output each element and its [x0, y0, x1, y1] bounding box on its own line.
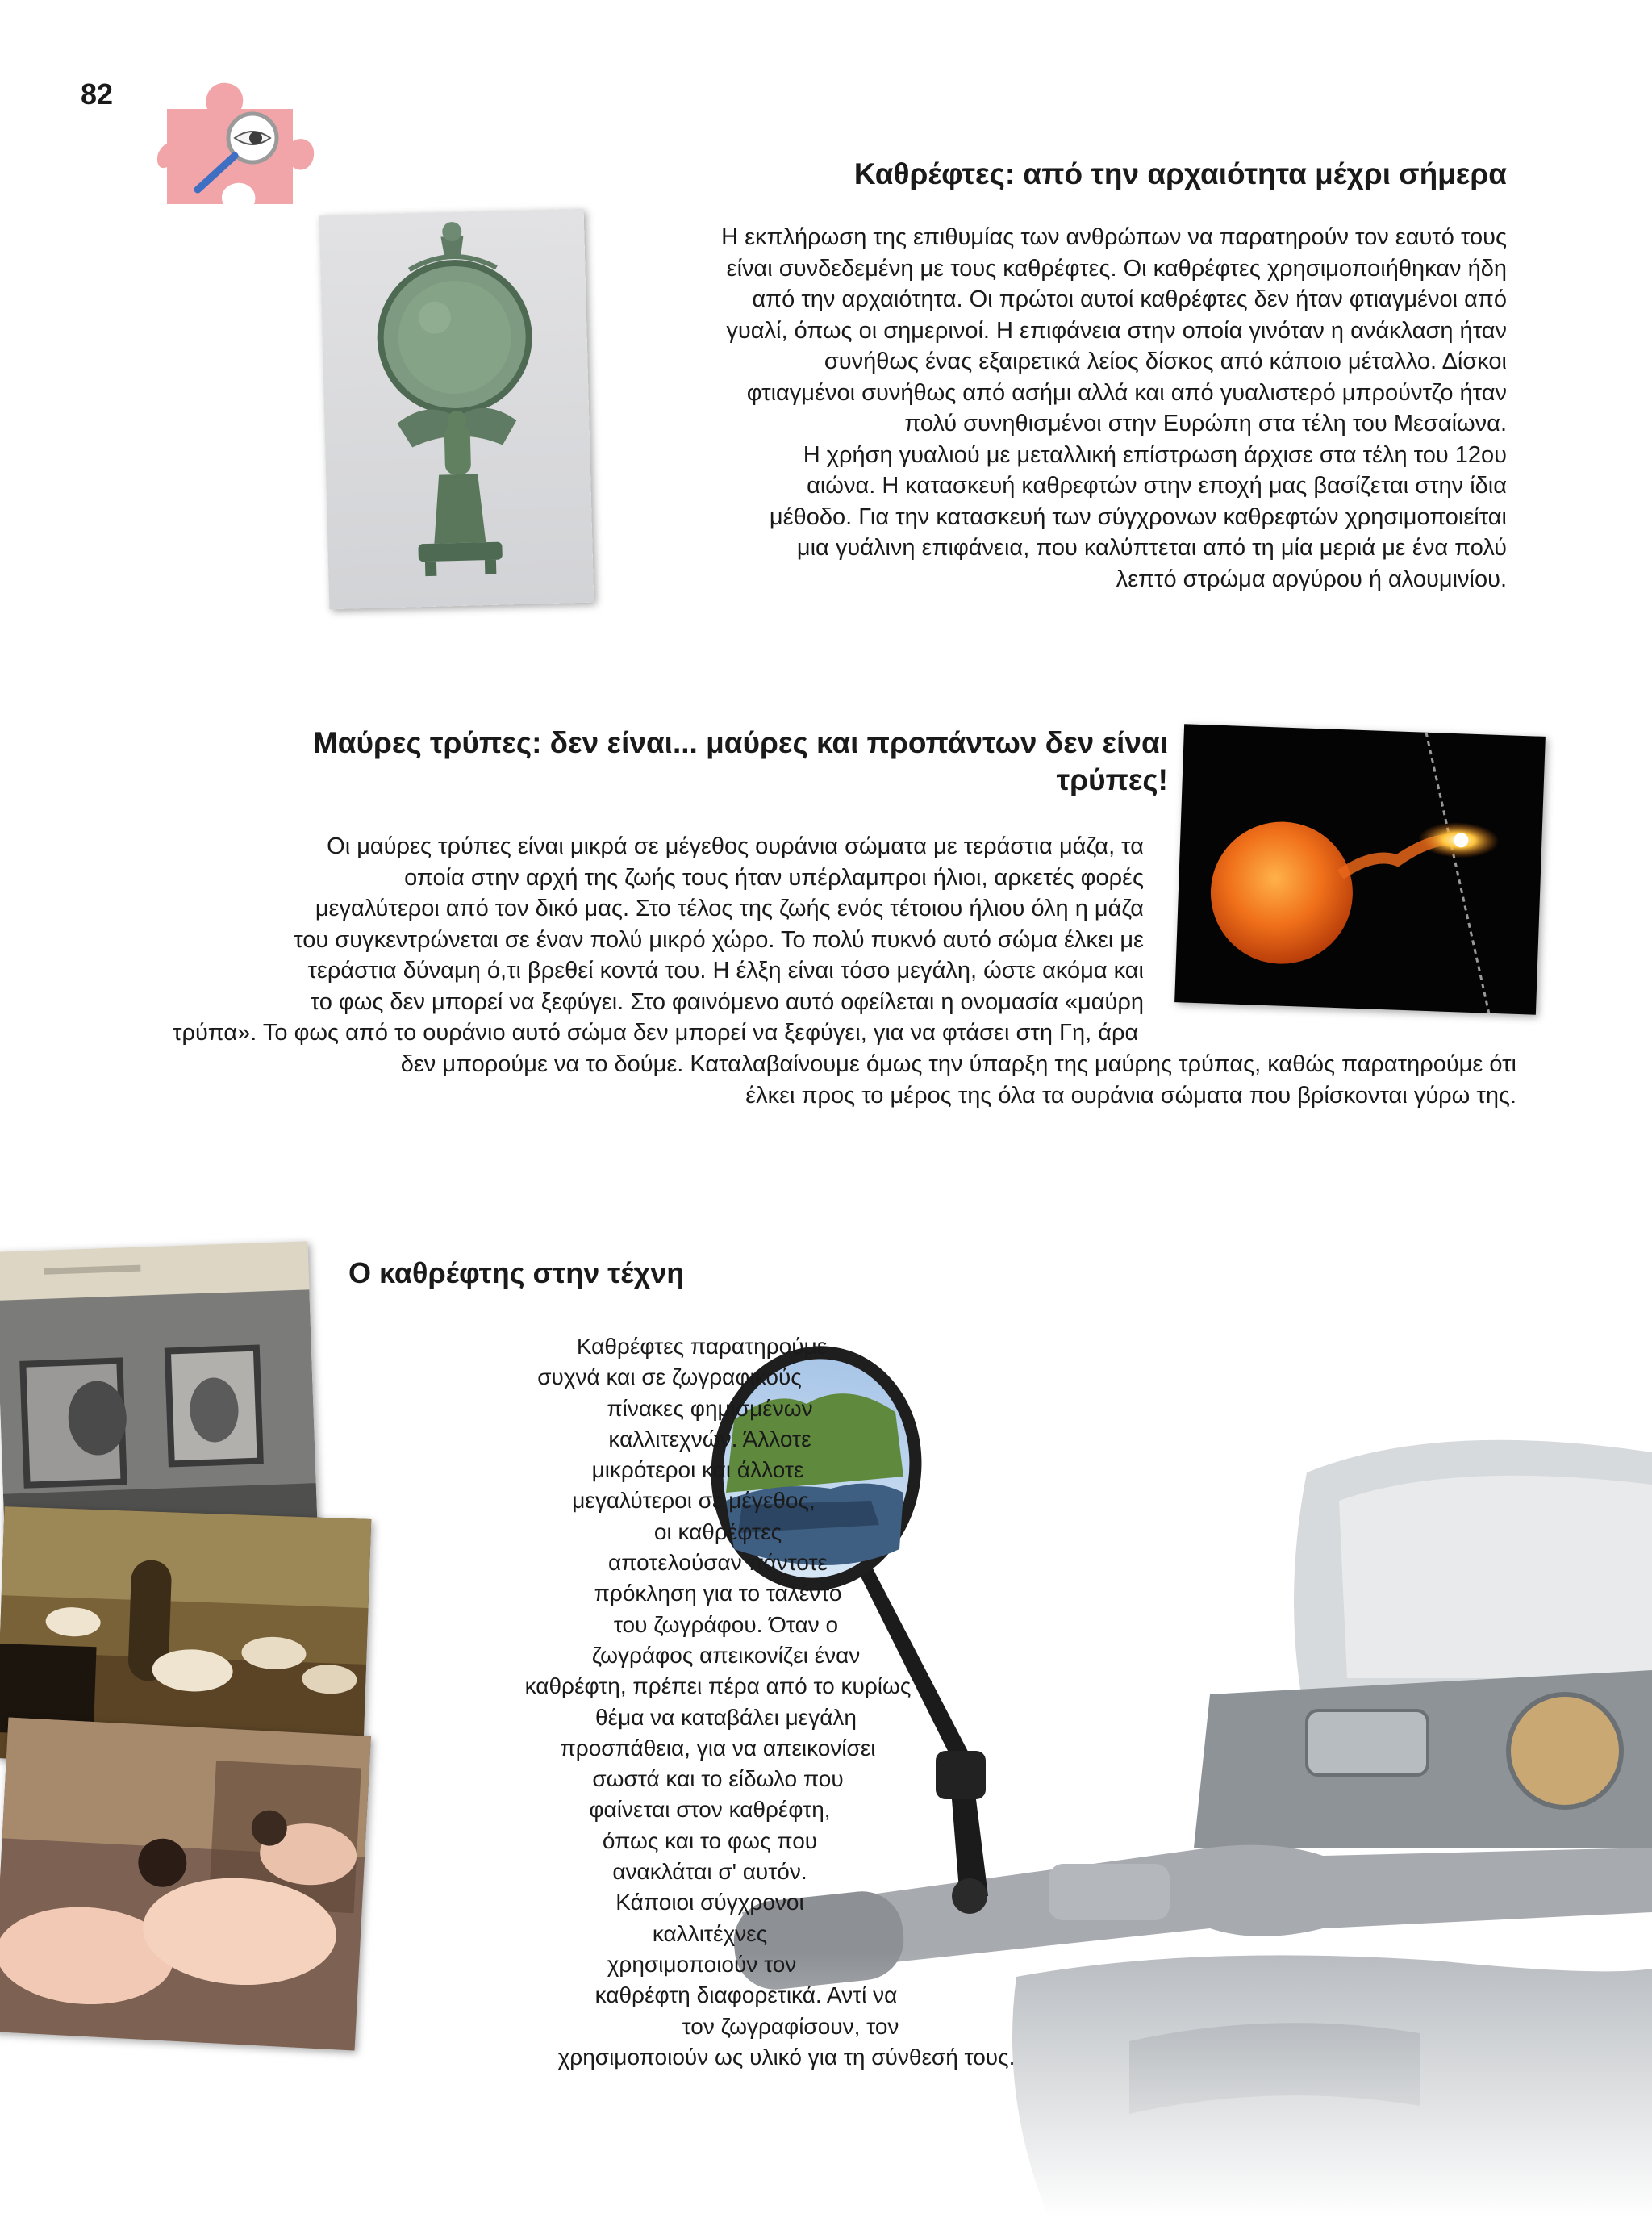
- text-line: αιώνα. Η κατασκευή καθρεφτών στην εποχή μας βασίζεται στην ίδια: [807, 473, 1507, 499]
- text-line: του συγκεντρώνεται σε έναν πολύ μικρό χώρο. Το πολύ πυκνό αυτό σώμα έλκει με: [294, 926, 1144, 953]
- text-line: Οι μαύρες τρύπες είναι μικρά σε μέγεθος ουράνια σώματα με τεράστια μάζα, τα: [327, 833, 1144, 859]
- text-line: συνήθως ένας εξαιρετικά λείος δίσκος από κάποιο μέταλλο. Δίσκοι: [824, 349, 1507, 374]
- text-line: ανακλάται σ' αυτόν.: [612, 1859, 807, 1885]
- text-line: πολύ συνηθισμένοι στην Ευρώπη στα τέλη του Μεσαίωνα.: [904, 411, 1507, 436]
- text-line: φαίνεται στον καθρέφτη,: [589, 1797, 831, 1823]
- text-line: θέμα να καταβάλει μεγάλη: [595, 1704, 857, 1730]
- text-line: τεράστια δύναμη ό,τι βρεθεί κοντά του. Η έλξη είναι τόσο μεγάλη, ώστε ακόμα και: [307, 958, 1144, 984]
- text-line: από την αρχαιότητα. Οι πρώτοι αυτοί καθρέφτες δεν ήταν φτιαγμένοι από: [752, 286, 1507, 312]
- dancers-tutus-painting: [0, 1717, 371, 2050]
- text-line: όπως και το φως που: [602, 1827, 818, 1853]
- section-title-mirror-in-art: Ο καθρέφτης στην τέχνη: [348, 1256, 685, 1289]
- text-line: χρησιμοποιούν ως υλικό για τη σύνθεσή τους.: [557, 2044, 1016, 2070]
- text-line: του ζωγράφου. Όταν ο: [613, 1611, 839, 1637]
- mirror-in-art-text: [359, 1331, 1028, 2073]
- text-line: έλκει προς το μέρος της όλα τα ουράνια σώματα που βρίσκονται γύρω της.: [745, 1082, 1516, 1109]
- text-line: πίνακες φημισμένων: [607, 1395, 813, 1421]
- black-holes-text-mid: [173, 1017, 1138, 1049]
- text-line: χρησιμοποιούν τον: [607, 1951, 797, 1977]
- text-line: τρύπα». Το φως από το ουράνιο αυτό σώμα δεν μπορεί να ξεφύγει, για να φτάσει στη Γη, άρα: [173, 1020, 1139, 1046]
- black-holes-text-narrow: [95, 831, 1144, 1017]
- text-line: μικρότεροι και άλλοτε: [591, 1457, 804, 1483]
- black-holes-text-wide: [65, 1049, 1516, 1111]
- text-line: Κάποιοι σύγχρονοι: [615, 1890, 804, 1915]
- text-line: καλλιτέχνες: [652, 1920, 768, 1946]
- text-line: καθρέφτη, πρέπει πέρα από το κυρίως: [524, 1673, 912, 1699]
- mirrors-history-text: [620, 222, 1507, 595]
- title-line: Μαύρες τρύπες: δεν είναι... μαύρες και προπάντων δεν είναι: [312, 726, 1168, 759]
- text-line: μεγαλύτεροι από τον δικό μας. Στο τέλος της ζωής ενός τέτοιου ήλιου όλη η μάζα: [315, 896, 1144, 921]
- text-line: καθρέφτη διαφορετικά. Αντί να: [594, 1982, 898, 2008]
- text-line: αποτελούσαν πάντοτε: [607, 1550, 828, 1576]
- text-line: πρόκληση για το ταλέντο: [594, 1581, 842, 1606]
- text-line: συχνά και σε ζωγραφικούς: [537, 1364, 802, 1390]
- text-line: λεπτό στρώμα αργύρου ή αλουμινίου.: [1116, 566, 1507, 592]
- text-line: τον ζωγραφίσουν, τον: [682, 2013, 899, 2039]
- text-line: μια γυάλινη επιφάνεια, που καλύπτεται από τη μία μεριά με ένα πολύ: [796, 535, 1507, 561]
- ancient-bronze-mirror-photo: [319, 209, 594, 609]
- text-line: φτιαγμένοι συνήθως από ασήμι αλλά και από γυαλιστερό μπρούντζο ήταν: [746, 379, 1507, 406]
- puzzle-magnifier-eye-icon: [157, 77, 319, 214]
- text-line: το φως δεν μπορεί να ξεφύγει. Στο φαινόμενο αυτό οφείλεται η ονομασία «μαύρη: [310, 988, 1144, 1015]
- text-line: Καθρέφτες παρατηρούμε: [576, 1334, 828, 1359]
- text-line: δεν μπορούμε να το δούμε. Καταλαβαίνουμε όμως την ύπαρξη της μαύρης τρύπας, καθώς παρατηρούμε ότι: [400, 1051, 1516, 1077]
- text-line: ζωγράφος απεικονίζει έναν: [591, 1642, 861, 1668]
- text-line: σωστά και το είδωλο που: [592, 1766, 844, 1792]
- section-title-mirrors: Καθρέφτες: από την αρχαιότητα μέχρι σήμερα: [853, 157, 1507, 190]
- text-line: είναι συνδεδεμένη με τους καθρέφτες. Οι καθρέφτες χρησιμοποιήθηκαν ήδη: [726, 255, 1507, 282]
- page-number: 82: [81, 77, 114, 111]
- text-line: γυαλί, όπως οι σημερινοί. Η επιφάνεια στην οποία γινόταν η ανάκλαση ήταν: [726, 317, 1507, 344]
- text-line: καλλιτεχνών. Άλλοτε: [608, 1426, 811, 1452]
- title-line: τρύπες!: [1056, 763, 1168, 796]
- text-line: προσπάθεια, για να απεικονίσει: [560, 1735, 876, 1761]
- text-line: μεγαλύτεροι σε μέγεθος,: [572, 1488, 816, 1514]
- text-line: Η εκπλήρωση της επιθυμίας των ανθρώπων να παρατηρούν τον εαυτό τους: [721, 224, 1507, 250]
- text-line: μέθοδο. Για την κατασκευή των σύγχρονων καθρεφτών χρησιμοποιείται: [769, 503, 1507, 530]
- black-hole-star-photo: [1174, 724, 1546, 1014]
- text-line: Η χρήση γυαλιού με μεταλλική επίστρωση άρχισε στα τέλη του 12ου: [803, 441, 1507, 468]
- text-line: οποία στην αρχή της ζωής τους ήταν υπέρλαμπροι ήλιοι, αρκετές φορές: [404, 864, 1144, 891]
- text-line: οι καθρέφτες: [653, 1518, 782, 1544]
- section-title-black-holes: [200, 725, 1168, 799]
